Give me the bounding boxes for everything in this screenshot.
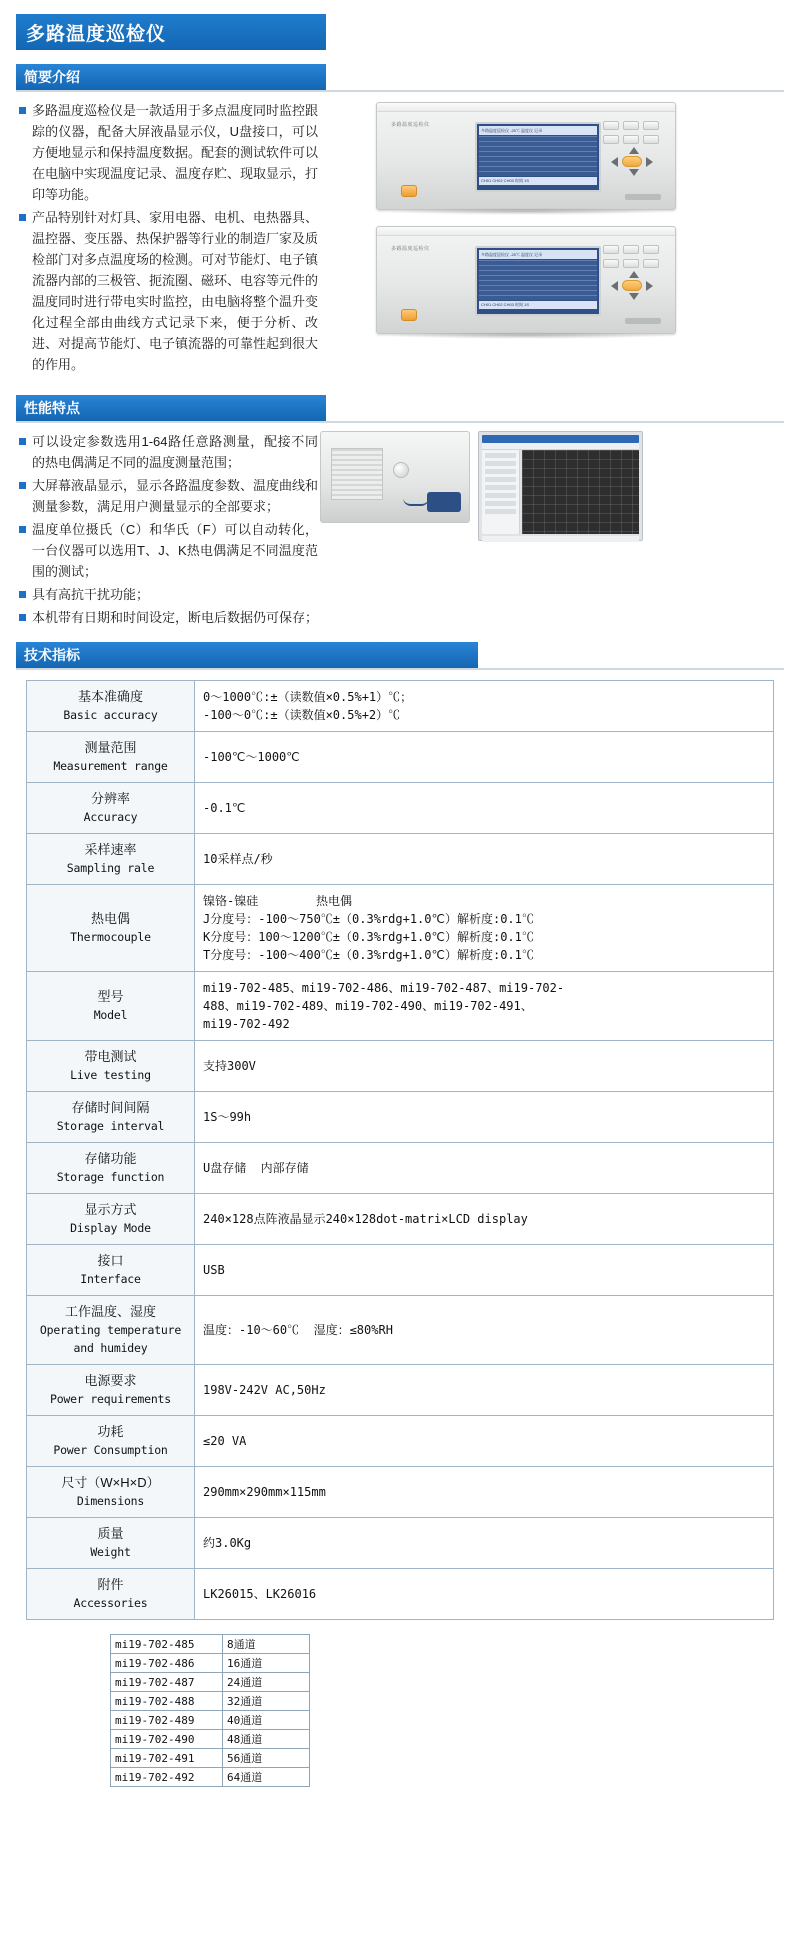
spec-label-cn: 电源要求 (84, 1373, 137, 1388)
spec-value-line: 约3.0Kg (203, 1536, 252, 1550)
table-row (27, 732, 774, 783)
spec-value-cell (195, 1194, 774, 1245)
spec-label-cell (27, 1365, 195, 1416)
arrow-down-icon (629, 169, 639, 176)
lcd-footer-bar: CH01 CH02 CH03 时间 1S (479, 301, 597, 309)
device-lcd-screen (475, 122, 601, 192)
software-side-row (485, 509, 516, 514)
model-number-cell: mi19-702-492 (111, 1768, 223, 1787)
device-top-lip (377, 103, 675, 112)
software-side-row (485, 461, 516, 466)
model-channels-cell: 32通道 (223, 1692, 310, 1711)
section-header-intro (16, 64, 326, 90)
spec-value-line: T分度号：-100～400℃±（0.3%rdg+1.0℃）解析度:0.1℃ (203, 948, 534, 962)
spec-value-line: mi19-702-485、mi19-702-486、mi19-702-487、mi19-702- (203, 981, 565, 995)
spec-label-cn: 存储时间间隔 (71, 1100, 150, 1115)
spec-value-line: -100～0℃:±（读数值×0.5%+2）℃ (203, 708, 401, 722)
device-navigation-pad (611, 271, 653, 301)
software-side-row (485, 477, 516, 482)
arrow-up-icon (629, 147, 639, 154)
section-header-specs-text: 技术指标 (24, 647, 80, 663)
spec-label-cell (27, 732, 195, 783)
spec-value-line: 198V-242V AC,50Hz (203, 1383, 326, 1397)
spec-label-cn: 分辨率 (90, 791, 130, 806)
table-row (27, 1416, 774, 1467)
table-row (27, 972, 774, 1041)
table-row (111, 1635, 310, 1654)
device-key (623, 259, 639, 268)
table-row (27, 885, 774, 972)
spec-label-cell (27, 1518, 195, 1569)
table-row (27, 1194, 774, 1245)
spec-label-en: Thermocouple (70, 930, 151, 944)
model-table (110, 1634, 310, 1787)
lcd-data-grid (479, 136, 597, 176)
arrow-left-icon (611, 157, 618, 167)
spec-label-cn: 型号 (97, 989, 124, 1004)
table-row (27, 1245, 774, 1296)
intro-text-column (0, 92, 330, 375)
spec-value-line: 290mm×290mm×115mm (203, 1485, 326, 1499)
list-item: 大屏幕液晶显示，显示各路温度参数、温度曲线和测量参数，满足用户测量显示的全部要求； (18, 475, 318, 517)
device-brand-label: 多路温度巡检仪 (391, 246, 430, 252)
spec-label-en: Accessories (73, 1596, 148, 1610)
table-row (27, 1365, 774, 1416)
model-channels-cell: 16通道 (223, 1654, 310, 1673)
spec-label-cn: 尺寸（W×H×D） (61, 1475, 160, 1490)
spec-label-cell (27, 1194, 195, 1245)
table-row (27, 1467, 774, 1518)
features-text-column (0, 423, 330, 628)
software-status-bar (482, 536, 639, 542)
model-number-cell: mi19-702-490 (111, 1730, 223, 1749)
spec-label-cn: 质量 (97, 1526, 124, 1541)
spec-value-line: K分度号：100～1200℃±（0.3%rdg+1.0℃）解析度:0.1℃ (203, 930, 534, 944)
spec-value-cell (195, 1467, 774, 1518)
spec-value-cell (195, 1143, 774, 1194)
spec-value-cell (195, 972, 774, 1041)
spec-label-cn: 工作温度、湿度 (64, 1304, 156, 1319)
section-header-features-text: 性能特点 (24, 400, 80, 416)
spec-label-en: Storage function (56, 1170, 165, 1184)
spec-value-line: 240×128点阵液晶显示240×128dot-matri×LCD display (203, 1212, 528, 1226)
device-dial-knob (393, 462, 409, 478)
table-row (27, 1296, 774, 1365)
spec-label-en: Operating temperature and humidey (39, 1323, 182, 1355)
table-row (27, 1518, 774, 1569)
spec-label-cell (27, 1296, 195, 1365)
features-figure-group (320, 431, 790, 541)
list-item: 具有高抗干扰功能； (18, 584, 318, 605)
spec-value-cell (195, 1296, 774, 1365)
device-key (623, 245, 639, 254)
spec-label-en: Accuracy (83, 810, 138, 824)
lcd-status-bar: 多路温度巡检仪 -25℃ 温度仪 记录 (479, 250, 597, 259)
table-row (27, 681, 774, 732)
model-number-cell: mi19-702-486 (111, 1654, 223, 1673)
device-key (603, 121, 619, 130)
table-row (27, 1092, 774, 1143)
device-enter-key (622, 156, 642, 167)
spec-label-cell (27, 1092, 195, 1143)
software-screenshot (478, 431, 643, 541)
list-item: 产品特别针对灯具、家用电器、电机、电热器具、温控器、变压器、热保护器等行业的制造厂家及质检部门对多点温度场的检测。可对节能灯、电子镇流器内部的三极管、扼流圈、磁环、电容等元件的温度同时进行带电实时监控，由电脑将整个温升变化过程全部由曲线方式记录下来，便于分析、改进、对提高节能灯、电子镇流器的可靠性起到很大的作用。 (18, 207, 318, 375)
spec-label-cn: 附件 (97, 1577, 124, 1592)
device-connector (427, 492, 461, 512)
spec-label-cn: 存储功能 (84, 1151, 137, 1166)
table-row (27, 1041, 774, 1092)
device-key (603, 259, 619, 268)
software-side-row (485, 469, 516, 474)
software-side-row (485, 501, 516, 506)
list-item: 多路温度巡检仪是一款适用于多点温度同时监控跟踪的仪器，配备大屏液晶显示仪，U盘接口，可以方便地显示和保持温度数据。配套的测试软件可以在电脑中实现温度记录、温度存贮、现取显示，打印等功能。 (18, 100, 318, 205)
model-channels-cell: 64通道 (223, 1768, 310, 1787)
table-row (111, 1673, 310, 1692)
spec-label-cell (27, 1467, 195, 1518)
device-lcd-screen (475, 246, 601, 316)
list-item: 可以设定参数选用1-64路任意路测量，配接不同的热电偶满足不同的温度测量范围； (18, 431, 318, 473)
model-number-cell: mi19-702-491 (111, 1749, 223, 1768)
table-row (111, 1730, 310, 1749)
spec-label-cell (27, 1416, 195, 1467)
model-table-wrapper (110, 1634, 330, 1787)
software-side-row (485, 453, 516, 458)
spec-value-cell (195, 885, 774, 972)
spec-value-line: 温度：-10～60℃ 湿度：≤80%RH (203, 1323, 393, 1337)
device-vent-grille (331, 448, 383, 500)
table-row (27, 834, 774, 885)
spec-value-cell (195, 1365, 774, 1416)
spec-label-cell (27, 1041, 195, 1092)
arrow-left-icon (611, 281, 618, 291)
features-block (0, 423, 800, 628)
spec-value-line: U盘存储 内部存储 (203, 1161, 309, 1175)
spec-table (26, 680, 774, 1620)
spec-label-cell (27, 1569, 195, 1620)
device-top-lip (377, 227, 675, 236)
spec-label-cn: 显示方式 (84, 1202, 137, 1217)
spec-label-en: Weight (90, 1545, 131, 1559)
spec-label-cn: 功耗 (97, 1424, 124, 1439)
spec-table-wrapper (26, 680, 774, 1620)
spec-label-en: Dimensions (76, 1494, 145, 1508)
spec-label-en: Display Mode (70, 1221, 151, 1235)
device-keypad-row (603, 245, 665, 254)
device-enter-key (622, 280, 642, 291)
spec-value-line: -0.1℃ (203, 801, 246, 815)
lcd-data-grid (479, 260, 597, 300)
model-number-cell: mi19-702-488 (111, 1692, 223, 1711)
spec-value-line: J分度号：-100～750℃±（0.3%rdg+1.0℃）解析度:0.1℃ (203, 912, 534, 926)
device-key (603, 135, 619, 144)
table-row (111, 1749, 310, 1768)
device-navigation-pad (611, 147, 653, 177)
spec-label-en: Measurement range (53, 759, 168, 773)
spec-label-cell (27, 972, 195, 1041)
spec-label-cn: 热电偶 (90, 911, 130, 926)
arrow-down-icon (629, 293, 639, 300)
software-title-bar (482, 435, 639, 443)
device-key (643, 259, 659, 268)
product-photo-front-1 (376, 102, 676, 210)
device-keypad-row (603, 259, 665, 268)
software-chart-area (522, 450, 639, 534)
device-usb-slot (625, 194, 661, 200)
intro-block (0, 92, 800, 375)
device-key (623, 135, 639, 144)
device-brand-label: 多路温度巡检仪 (391, 122, 430, 128)
spec-value-line: 488、mi19-702-489、mi19-702-490、mi19-702-491、 (203, 999, 533, 1013)
section-divider-specs (16, 668, 784, 670)
spec-label-cell (27, 783, 195, 834)
spec-label-cn: 采样速率 (84, 842, 137, 857)
model-number-cell: mi19-702-485 (111, 1635, 223, 1654)
spec-value-line: 支持300V (203, 1059, 256, 1073)
model-channels-cell: 56通道 (223, 1749, 310, 1768)
product-photo-front-2 (376, 226, 676, 334)
spec-value-cell (195, 1041, 774, 1092)
list-item: 温度单位摄氏（C）和华氏（F）可以自动转化，一台仪器可以选用T、J、K热电偶满足不同温度范围的测试； (18, 519, 318, 582)
table-row (27, 1143, 774, 1194)
device-cable (403, 498, 429, 506)
page-title-text: 多路温度巡检仪 (26, 23, 167, 45)
spec-label-en: Live testing (70, 1068, 151, 1082)
device-key (623, 121, 639, 130)
spec-label-en: Power requirements (49, 1392, 172, 1406)
spec-value-line: 0～1000℃:±（读数值×0.5%+1）℃； (203, 690, 413, 704)
software-side-panel (482, 450, 520, 534)
spec-label-cn: 带电测试 (84, 1049, 137, 1064)
section-header-intro-text: 简要介绍 (24, 69, 80, 85)
software-toolbar (482, 443, 639, 450)
spec-label-cell (27, 834, 195, 885)
table-row (111, 1768, 310, 1787)
device-power-knob (401, 185, 417, 197)
list-item: 本机带有日期和时间设定，断电后数据仍可保存； (18, 607, 318, 628)
model-channels-cell: 24通道 (223, 1673, 310, 1692)
software-side-row (485, 493, 516, 498)
spec-value-line: ≤20 VA (203, 1434, 247, 1448)
features-bullet-list (18, 431, 318, 628)
spec-value-cell (195, 1092, 774, 1143)
device-usb-slot (625, 318, 661, 324)
spec-label-en: Basic accuracy (63, 708, 158, 722)
lcd-footer-bar: CH01 CH02 CH03 时间 1S (479, 177, 597, 185)
device-keypad-row (603, 121, 665, 130)
spec-value-line: mi19-702-492 (203, 1017, 290, 1031)
table-row (27, 1569, 774, 1620)
model-channels-cell: 48通道 (223, 1730, 310, 1749)
model-channels-cell: 8通道 (223, 1635, 310, 1654)
device-key (643, 135, 659, 144)
spec-value-cell (195, 834, 774, 885)
spec-value-line: 10采样点/秒 (203, 852, 273, 866)
spec-value-line: USB (203, 1263, 225, 1277)
spec-value-cell (195, 1569, 774, 1620)
spec-value-line: LK26015、LK26016 (203, 1587, 317, 1601)
page-title (16, 14, 326, 50)
table-row (111, 1692, 310, 1711)
device-key (643, 245, 659, 254)
intro-bullet-list (18, 100, 318, 375)
section-header-specs (16, 642, 478, 668)
spec-value-cell (195, 783, 774, 834)
model-number-cell: mi19-702-487 (111, 1673, 223, 1692)
spec-label-en: Power Consumption (53, 1443, 168, 1457)
spec-value-line: -100℃～1000℃ (203, 750, 300, 764)
spec-label-cell (27, 681, 195, 732)
spec-value-line: 1S～99h (203, 1110, 252, 1124)
spec-label-en: Interface (80, 1272, 141, 1286)
software-body (482, 450, 639, 534)
arrow-right-icon (646, 281, 653, 291)
spec-label-cell (27, 1245, 195, 1296)
spec-label-cn: 测量范围 (84, 740, 137, 755)
table-row (111, 1654, 310, 1673)
device-power-knob (401, 309, 417, 321)
spec-label-cn: 基本准确度 (77, 689, 143, 704)
spec-value-cell (195, 732, 774, 783)
model-number-cell: mi19-702-489 (111, 1711, 223, 1730)
arrow-right-icon (646, 157, 653, 167)
arrow-up-icon (629, 271, 639, 278)
device-key (643, 121, 659, 130)
section-header-features (16, 395, 326, 421)
device-keypad (603, 245, 665, 273)
table-row (27, 783, 774, 834)
software-side-row (485, 485, 516, 490)
spec-label-cell (27, 885, 195, 972)
intro-figure-group (352, 102, 782, 350)
device-shadow (383, 208, 669, 215)
spec-value-line: 镍铬-镍硅 热电偶 (203, 894, 353, 908)
document-page (0, 14, 800, 1817)
table-row (111, 1711, 310, 1730)
spec-label-en: Sampling rale (66, 861, 155, 875)
spec-label-en: Model (93, 1008, 128, 1022)
device-keypad-row (603, 135, 665, 144)
lcd-status-bar: 多路温度巡检仪 -25℃ 温度仪 记录 (479, 126, 597, 135)
product-photo-side (320, 431, 470, 523)
spec-label-cn: 接口 (97, 1253, 124, 1268)
model-channels-cell: 40通道 (223, 1711, 310, 1730)
spec-value-cell (195, 1518, 774, 1569)
spec-value-cell (195, 1416, 774, 1467)
spec-label-en: Storage interval (56, 1119, 165, 1133)
spec-value-cell (195, 681, 774, 732)
device-key (603, 245, 619, 254)
device-keypad (603, 121, 665, 149)
device-shadow (383, 332, 669, 339)
spec-value-cell (195, 1245, 774, 1296)
spec-label-cell (27, 1143, 195, 1194)
